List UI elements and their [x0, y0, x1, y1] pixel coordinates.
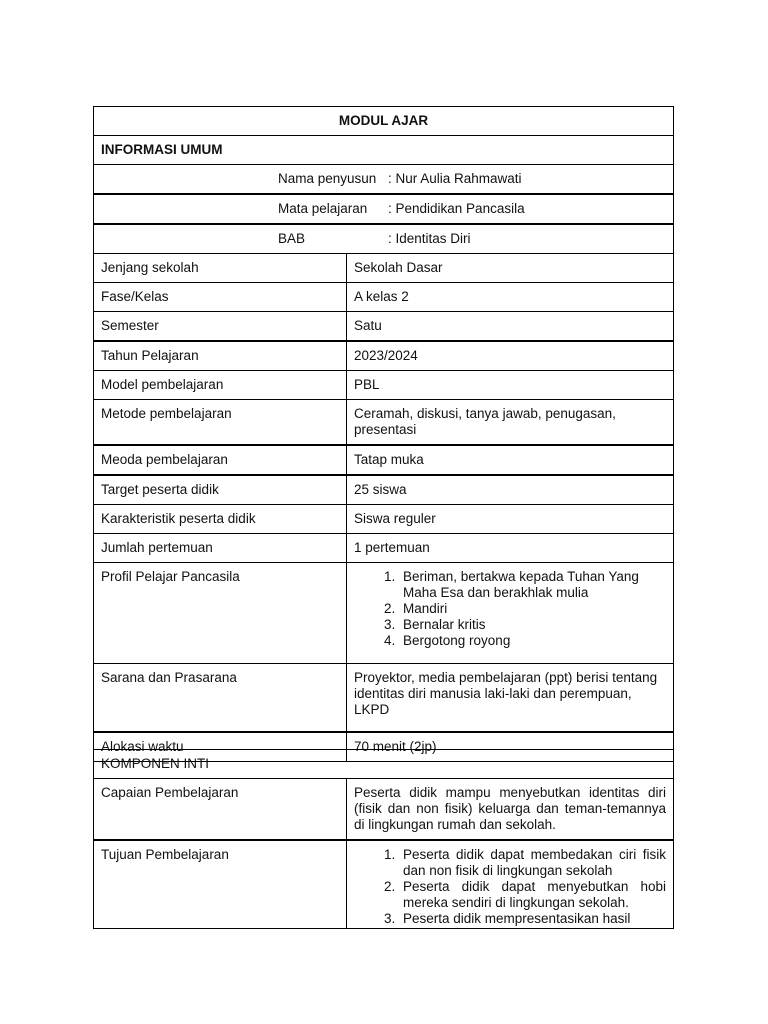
chapter-row [94, 223, 673, 253]
profile-label: Profil Pelajar Pancasila [94, 563, 347, 663]
chapter-value: : Identitas Diri [388, 231, 471, 246]
info-label: Fase/Kelas [94, 283, 347, 311]
time-value: 70 menit (2jp) [354, 739, 437, 754]
list-item: 2. Mandiri [399, 601, 666, 617]
info-row-school-level [94, 253, 673, 282]
profile-list [354, 569, 666, 649]
info-value: Sekolah Dasar [354, 260, 443, 275]
list-item: 1. Peserta didik dapat membedakan ciri fisik dan non fisik di lingkungan sekolah [399, 847, 666, 879]
info-row-year [94, 340, 673, 370]
title-row [94, 107, 673, 135]
info-value: 2023/2024 [354, 348, 418, 363]
list-item: 4. Bergotong royong [399, 633, 666, 649]
achievement-row [94, 778, 673, 839]
info-row-model [94, 370, 673, 399]
facilities-row [94, 663, 673, 731]
objectives-row [94, 839, 673, 929]
objectives-list [354, 847, 666, 927]
list-item: 1. Beriman, bertakwa kepada Tuhan Yang Maha Esa dan berakhlak mulia [399, 569, 666, 601]
info-value: Ceramah, diskusi, tanya jawab, penugasan, presentasi [354, 406, 616, 437]
achievement-value: Peserta didik mampu menyebutkan identitas diri (fisik dan non fisik) keluarga dan teman-temannya di lingkungan rumah dan sekolah. [354, 785, 666, 832]
info-value: A kelas 2 [354, 289, 409, 304]
profile-row [94, 562, 673, 663]
info-row-media [94, 444, 673, 474]
list-item: 2. Peserta didik dapat menyebutkan hobi mereka sendiri di lingkungan sekolah. [399, 879, 666, 911]
section-row [94, 135, 673, 164]
info-label: Metode pembelajaran [94, 400, 347, 444]
info-label: Model pembelajaran [94, 371, 347, 399]
author-label: Nama penyusun [278, 171, 377, 186]
info-row-meetings [94, 533, 673, 562]
info-value: Tatap muka [354, 452, 424, 467]
facilities-label: Sarana dan Prasarana [94, 664, 347, 731]
subject-value: : Pendidikan Pancasila [388, 201, 525, 216]
list-item: 3. Peserta didik mempresentasikan hasil [399, 911, 666, 927]
info-label: Karakteristik peserta didik [94, 505, 347, 533]
info-label: Tahun Pelajaran [94, 342, 347, 370]
achievement-label: Capaian Pembelajaran [94, 779, 347, 839]
objectives-label: Tujuan Pembelajaran [94, 841, 347, 929]
info-row-method [94, 399, 673, 444]
core-component-table [93, 749, 674, 929]
info-value: 1 pertemuan [354, 540, 430, 555]
info-row-characteristic [94, 504, 673, 533]
info-row-phase [94, 282, 673, 311]
info-row-target [94, 474, 673, 504]
info-value: Siswa reguler [354, 511, 436, 526]
list-item: 3. Bernalar kritis [399, 617, 666, 633]
info-label: Target peserta didik [94, 476, 347, 504]
section-general-heading: INFORMASI UMUM [101, 142, 223, 157]
subject-row [94, 193, 673, 223]
info-value: Satu [354, 318, 382, 333]
info-label: Jumlah pertemuan [94, 534, 347, 562]
core-title-row [94, 750, 673, 778]
info-label: Semester [94, 312, 347, 340]
info-value: 25 siswa [354, 482, 407, 497]
general-info-table [93, 106, 674, 762]
time-label: Alokasi waktu [94, 733, 347, 761]
info-row-semester [94, 311, 673, 340]
core-heading: KOMPONEN INTI [101, 756, 210, 771]
chapter-label: BAB [278, 231, 306, 246]
info-label: Meoda pembelajaran [94, 446, 347, 474]
info-value: PBL [354, 377, 380, 392]
author-value: : Nur Aulia Rahmawati [388, 171, 522, 186]
info-label: Jenjang sekolah [94, 254, 347, 282]
author-row [94, 164, 673, 193]
facilities-value: Proyektor, media pembelajaran (ppt) berisi tentang identitas diri manusia laki-laki dan perempuan, LKPD [354, 670, 658, 717]
module-title: MODUL AJAR [338, 113, 429, 128]
subject-label: Mata pelajaran [278, 201, 368, 216]
